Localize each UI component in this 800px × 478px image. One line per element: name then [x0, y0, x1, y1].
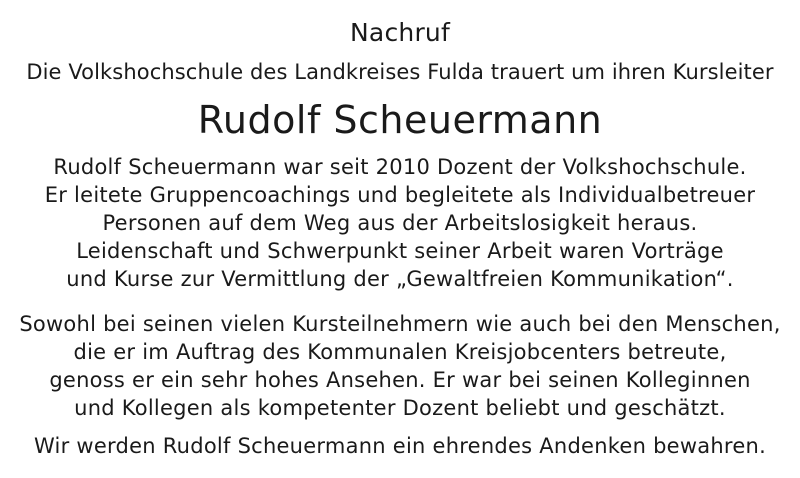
text-line: genoss er ein sehr hohes Ansehen. Er war bei seinen Kolleginnen [49, 368, 751, 392]
notice-subheading: Die Volkshochschule des Landkreises Fulda trauert um ihren Kursleiter [26, 60, 774, 84]
paragraph-closing [0, 432, 800, 460]
text-line: und Kurse zur Vermittlung der „Gewaltfreien Kommunikation“. [66, 267, 734, 291]
paragraph-appreciation [0, 310, 800, 422]
text-line: Personen auf dem Weg aus der Arbeitslosigkeit heraus. [102, 211, 698, 235]
notice-heading: Nachruf [350, 18, 450, 47]
text-line: Leidenschaft und Schwerpunkt seiner Arbeit waren Vorträge [76, 239, 724, 263]
text-line: und Kollegen als kompetenter Dozent beliebt und geschätzt. [74, 396, 726, 420]
paragraph-biography [0, 153, 800, 293]
text-line: Rudolf Scheuermann war seit 2010 Dozent der Volkshochschule. [53, 155, 747, 179]
text-line: Sowohl bei seinen vielen Kursteilnehmern wie auch bei den Menschen, [19, 312, 781, 336]
text-line: die er im Auftrag des Kommunalen Kreisjobcenters betreute, [73, 340, 727, 364]
deceased-name: Rudolf Scheuermann [197, 98, 603, 142]
text-line: Er leitete Gruppencoachings und begleitete als Individualbetreuer [44, 183, 756, 207]
text-line: Wir werden Rudolf Scheuermann ein ehrendes Andenken bewahren. [33, 434, 767, 458]
